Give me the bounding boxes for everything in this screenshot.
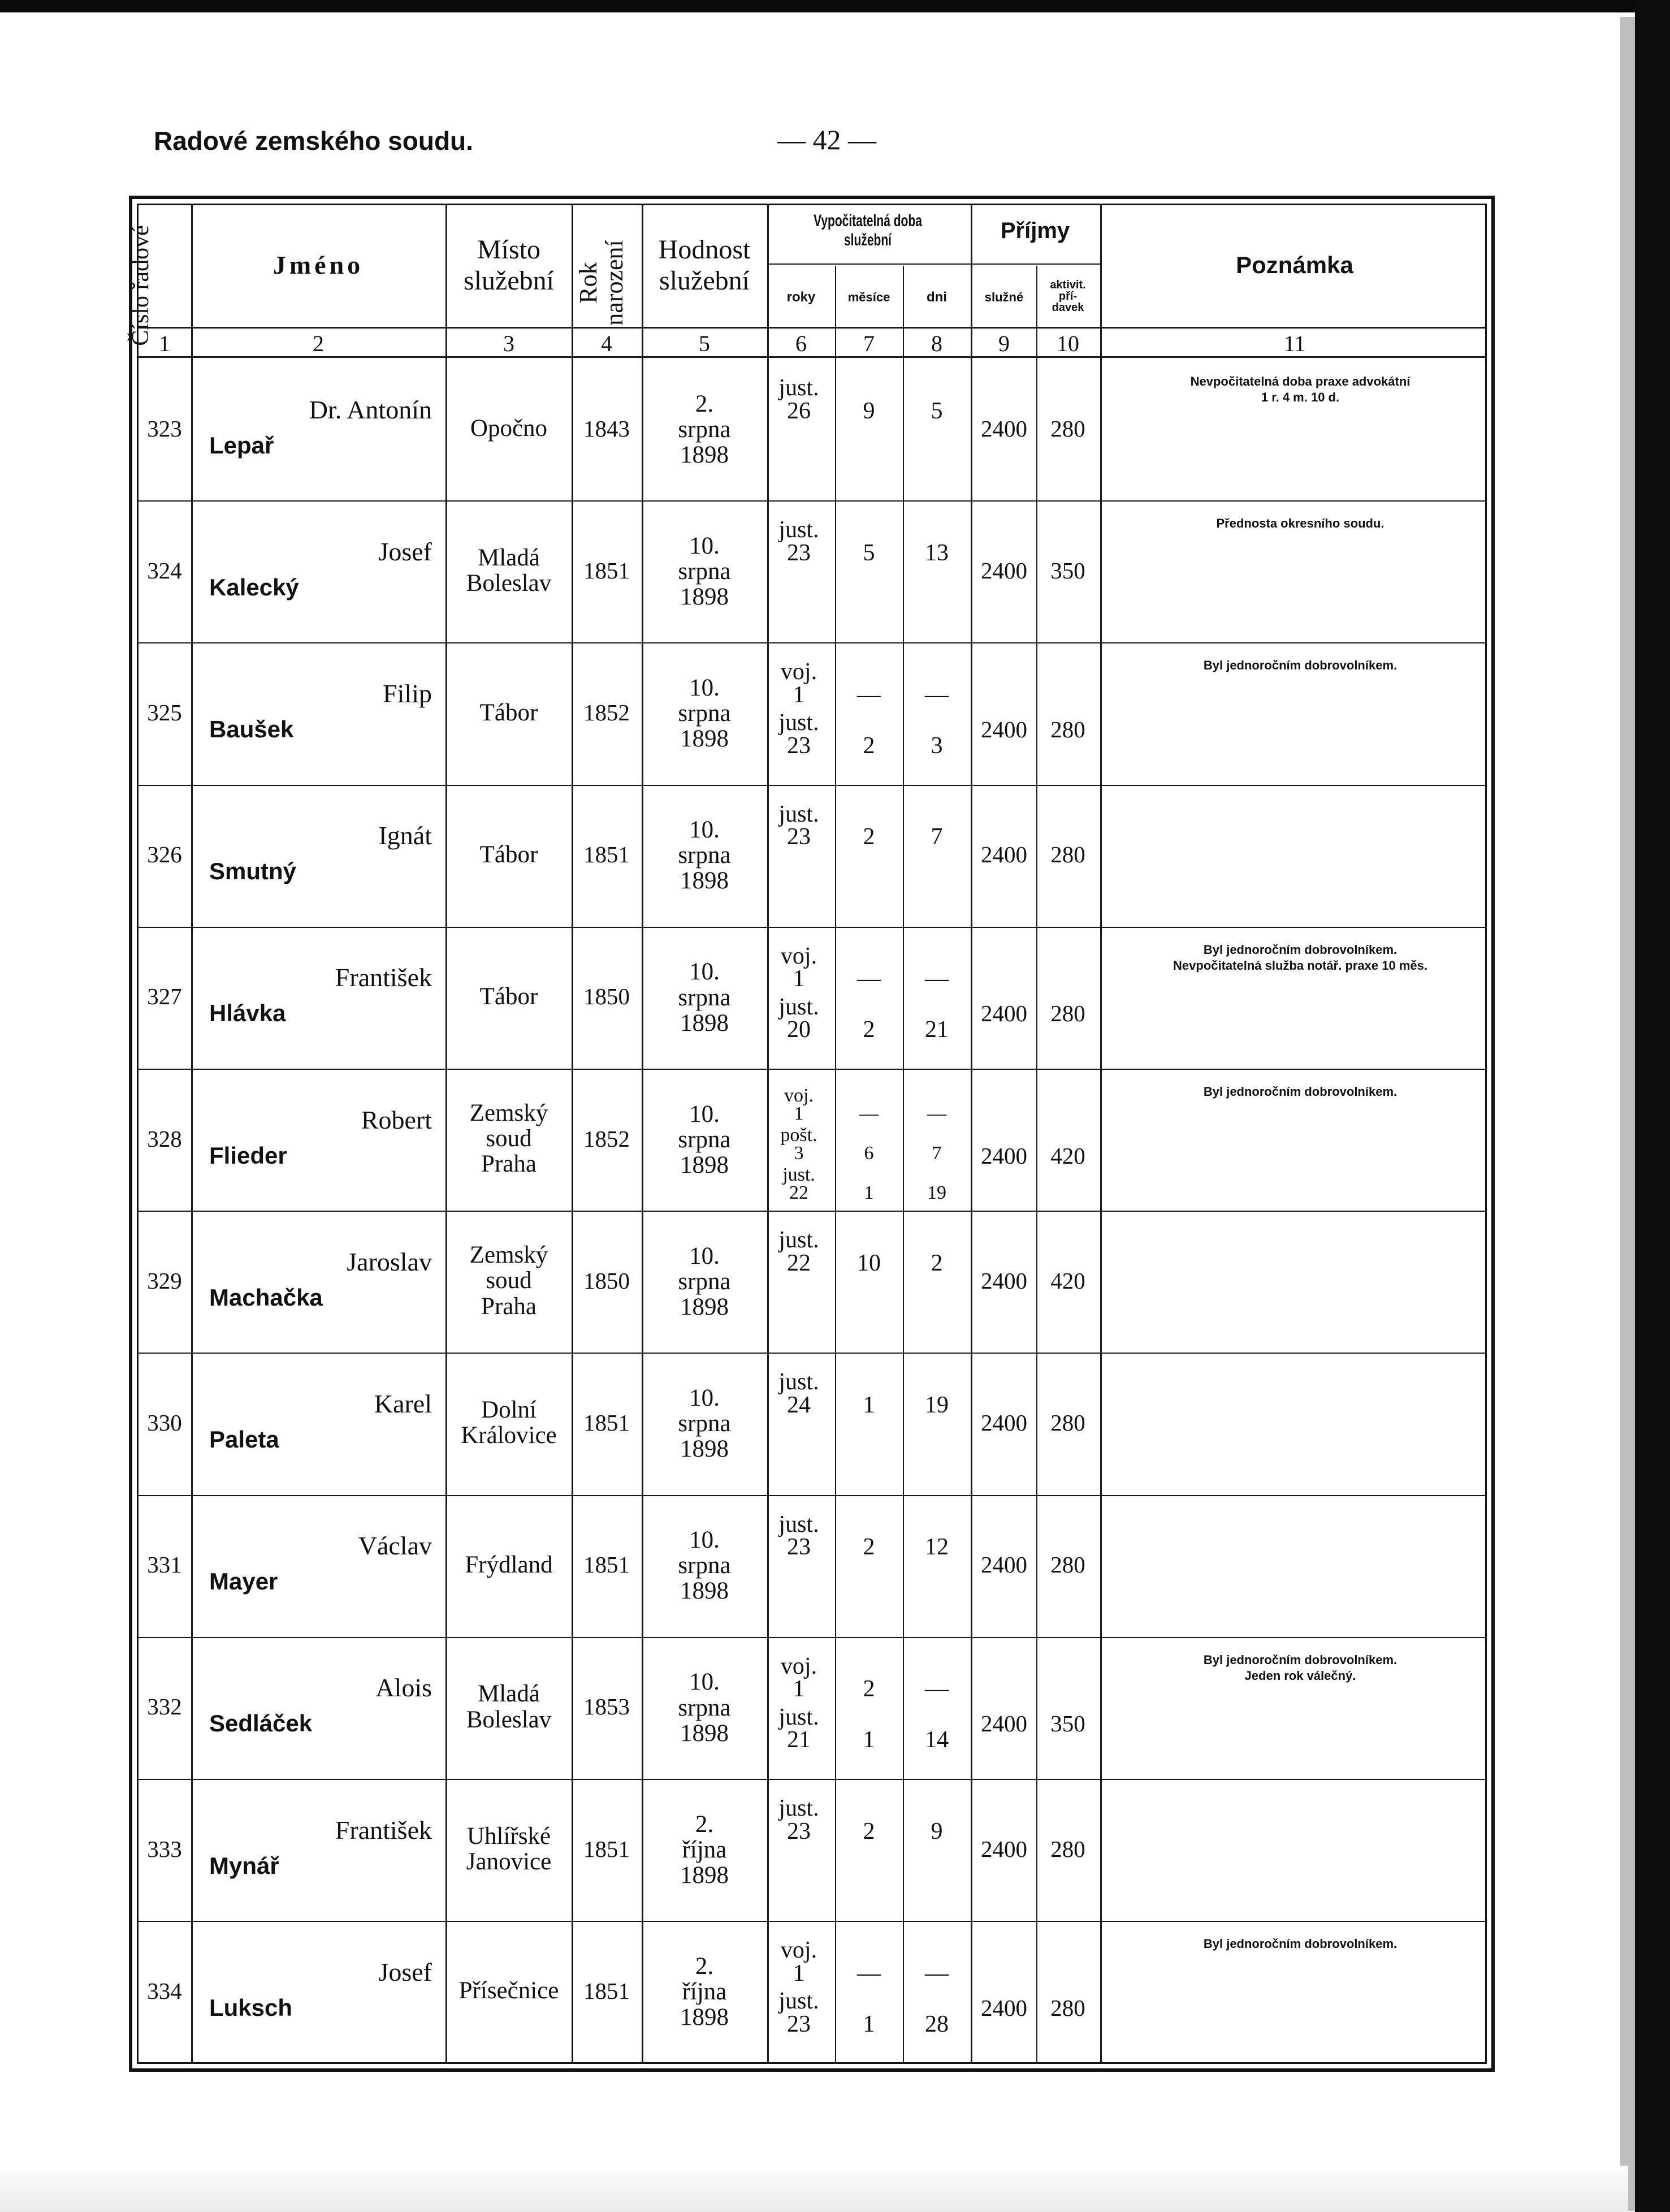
rank-date-line: 10.	[689, 1100, 720, 1127]
service-days: 21	[925, 1017, 949, 1043]
rank-date-line: 1898	[680, 1151, 729, 1178]
salary: 2400	[981, 1835, 1027, 1862]
service-type: just.	[778, 1795, 819, 1821]
given-name: Robert	[361, 1105, 432, 1134]
row-number: 329	[147, 1267, 182, 1294]
service-days: —	[925, 681, 949, 708]
header-aktivitni-pridavek: aktivit. pří- davek	[1050, 279, 1086, 314]
service-place	[447, 1397, 571, 1448]
salary: 2400	[981, 1710, 1027, 1737]
row-divider	[137, 1211, 1487, 1212]
service-place-line: soud	[486, 1125, 532, 1152]
service-days: —	[925, 1676, 949, 1703]
salary: 2400	[981, 1267, 1027, 1294]
service-place	[447, 1978, 571, 2003]
column-number: 6	[795, 331, 807, 356]
service-place-line: Dolní	[481, 1397, 537, 1423]
service-place-line: Opočno	[470, 415, 548, 442]
birth-year: 1853	[583, 1693, 630, 1720]
birth-year: 1851	[583, 557, 630, 584]
page-title: Radové zemského soudu.	[154, 126, 473, 155]
remark: Nevpočitatelná doba praxe advokátní	[1190, 374, 1411, 388]
remark: Nevpočitatelná služba notář. praxe 10 měs.	[1173, 958, 1427, 973]
remark: Byl jednoročním dobrovolníkem.	[1203, 1085, 1398, 1099]
service-months: 2	[863, 732, 875, 759]
service-years: 23	[787, 732, 811, 759]
header-hodnost: Hodnost služební	[658, 234, 751, 296]
row-divider	[137, 1069, 1487, 1070]
column-number: 2	[313, 331, 324, 356]
rank-date-line: srpna	[678, 416, 731, 443]
row-number: 327	[147, 983, 182, 1010]
service-days: 7	[931, 824, 943, 850]
column-number: 3	[503, 331, 514, 356]
given-name: Alois	[375, 1673, 432, 1703]
rank-date	[642, 533, 767, 610]
activity-bonus: 280	[1050, 716, 1085, 742]
birth-year: 1852	[583, 699, 630, 725]
row-number: 332	[147, 1693, 182, 1720]
rank-date	[642, 1954, 767, 2030]
given-name: Ignát	[378, 821, 432, 850]
given-name: Josef	[378, 537, 432, 566]
service-type: just.	[778, 1511, 819, 1537]
header-vypocitatelna-doba: Vypočitatelná doba služební	[814, 211, 922, 249]
row-number: 333	[147, 1835, 182, 1862]
remark: Byl jednoročním dobrovolníkem.	[1203, 942, 1398, 957]
given-name: František	[335, 963, 432, 992]
birth-year: 1851	[583, 1835, 630, 1862]
surname: Luksch	[209, 1994, 293, 2021]
service-years: 1	[794, 1103, 804, 1124]
service-place-line: Boleslav	[466, 1706, 552, 1733]
row-divider	[137, 927, 1487, 928]
service-months: 5	[863, 539, 875, 566]
remark: Byl jednoročním dobrovolníkem.	[1203, 1652, 1398, 1667]
rank-date-line: 1898	[680, 725, 729, 753]
activity-bonus: 280	[1050, 1994, 1085, 2021]
header-misto: Místo služební	[464, 234, 554, 296]
given-name: Jaroslav	[347, 1247, 432, 1276]
service-type: just.	[778, 993, 819, 1020]
salary: 2400	[981, 841, 1027, 868]
surname: Machačka	[209, 1284, 323, 1311]
birth-year: 1851	[583, 841, 630, 868]
service-days: 5	[931, 398, 943, 424]
salary: 2400	[981, 1552, 1027, 1578]
service-days: 19	[925, 1392, 949, 1418]
birth-year: 1850	[583, 1267, 630, 1294]
surname: Kalecký	[209, 573, 299, 600]
service-days: 7	[932, 1142, 942, 1164]
scan-bottom-shadow	[0, 2166, 1628, 2212]
service-type: just.	[778, 1369, 819, 1396]
rank-date-line: 1898	[680, 1436, 729, 1463]
header-poznamka: Poznámka	[1236, 251, 1353, 278]
rank-date	[642, 675, 767, 751]
activity-bonus: 420	[1050, 1267, 1085, 1294]
header-subdivider	[767, 263, 1101, 265]
service-place-line: Tábor	[479, 841, 538, 868]
scan-border-top	[0, 0, 1670, 12]
given-name: Dr. Antonín	[309, 395, 432, 424]
service-type: just.	[778, 1704, 819, 1730]
service-days: 19	[927, 1182, 946, 1203]
birth-year: 1851	[583, 1410, 630, 1436]
surname: Mayer	[209, 1568, 278, 1595]
service-place-line: Praha	[481, 1293, 537, 1320]
service-months: —	[859, 1103, 879, 1124]
service-type: voj.	[780, 1653, 817, 1679]
given-name: Filip	[383, 679, 432, 708]
service-years: 1	[793, 966, 805, 992]
remark: 1 r. 4 m. 10 d.	[1261, 390, 1340, 404]
salary: 2400	[981, 1142, 1027, 1169]
service-type: just.	[778, 710, 819, 736]
rank-date-line: 1898	[680, 1578, 729, 1605]
remark: Byl jednoročním dobrovolníkem.	[1203, 1937, 1398, 1951]
service-years: 23	[787, 824, 811, 850]
activity-bonus: 280	[1050, 415, 1085, 442]
service-place	[447, 700, 571, 725]
given-name: Karel	[374, 1389, 432, 1418]
column-number: 7	[863, 331, 875, 356]
row-divider	[137, 642, 1487, 643]
service-type: just.	[778, 1988, 819, 2015]
service-place-line: Zemský	[469, 1242, 548, 1269]
rank-date-line: srpna	[678, 1268, 731, 1295]
activity-bonus: 420	[1050, 1142, 1085, 1169]
rank-date-line: srpna	[678, 842, 731, 869]
birth-year: 1851	[583, 1977, 630, 2004]
activity-bonus: 350	[1050, 1710, 1085, 1737]
header-bottom-line	[137, 327, 1487, 329]
activity-bonus: 280	[1050, 1410, 1085, 1436]
service-years: 21	[787, 1727, 811, 1753]
service-months: 10	[857, 1250, 881, 1276]
rank-date	[642, 1101, 767, 1178]
rank-date-line: 1898	[680, 1009, 729, 1036]
service-type: voj.	[780, 1937, 817, 1964]
header-jmeno: Jméno	[272, 250, 364, 279]
service-place-line: Praha	[481, 1151, 537, 1178]
header-prijmy: Příjmy	[1000, 218, 1070, 243]
header-roky: roky	[786, 290, 816, 305]
service-type: voj.	[780, 943, 817, 969]
service-months: —	[857, 1960, 881, 1986]
rank-date-line: 10.	[689, 958, 720, 986]
rank-date	[642, 1812, 767, 1888]
service-days: —	[927, 1103, 946, 1124]
service-place-line: Janovice	[466, 1848, 552, 1875]
service-type: just.	[778, 801, 819, 827]
remark: Byl jednoročním dobrovolníkem.	[1203, 658, 1398, 673]
rank-date-line: srpna	[678, 700, 731, 727]
service-place-line: Mladá	[478, 1680, 540, 1708]
activity-bonus: 280	[1050, 1835, 1085, 1862]
rank-date-line: 10.	[689, 1242, 720, 1269]
service-place-line: Tábor	[479, 983, 538, 1010]
service-months: 6	[864, 1142, 874, 1164]
service-place-line: Přísečnice	[458, 1977, 559, 2004]
service-years: 24	[787, 1392, 811, 1418]
rank-date	[642, 959, 767, 1035]
service-place-line: Královice	[461, 1422, 557, 1449]
service-place	[447, 1100, 571, 1177]
scan-edge-shadow	[1620, 17, 1635, 2211]
column-number: 5	[699, 331, 710, 356]
rank-date-line: 1898	[680, 2004, 729, 2031]
remark: Přednosta okresního soudu.	[1216, 516, 1385, 531]
rank-date-line: 2.	[695, 1952, 714, 1980]
header-sluzne: služné	[984, 290, 1024, 305]
column-separator	[191, 204, 193, 2064]
service-place	[447, 545, 571, 596]
service-days: 14	[925, 1727, 949, 1753]
service-months: —	[857, 681, 881, 708]
service-months: 1	[863, 1727, 875, 1753]
service-place	[447, 1824, 571, 1874]
rank-date-line: 2.	[695, 1811, 714, 1838]
service-years: 1	[793, 681, 805, 708]
rank-date-line: 1898	[680, 584, 729, 611]
column-number: 10	[1057, 331, 1079, 356]
service-days: 28	[925, 2011, 949, 2037]
column-separator	[835, 266, 836, 2064]
row-number: 331	[147, 1552, 182, 1578]
rank-date-line: srpna	[678, 1694, 731, 1721]
service-days: —	[925, 966, 949, 992]
service-days: —	[925, 1960, 949, 1986]
service-months: 1	[863, 2011, 875, 2037]
service-days: 9	[931, 1818, 943, 1844]
service-type: voj.	[780, 659, 817, 685]
row-divider	[137, 500, 1487, 502]
service-type: just.	[778, 375, 819, 401]
service-years: 22	[789, 1182, 808, 1203]
row-number: 324	[147, 557, 182, 584]
column-number: 9	[998, 331, 1010, 356]
rank-date-line: srpna	[678, 1126, 731, 1153]
service-months: 1	[863, 1392, 875, 1418]
rank-date	[642, 1243, 767, 1320]
service-years: 23	[787, 1818, 811, 1844]
service-days: 2	[931, 1250, 943, 1276]
birth-year: 1850	[583, 983, 630, 1010]
row-number: 334	[147, 1977, 182, 2004]
service-years: 22	[787, 1250, 811, 1276]
rank-date-line: 10.	[689, 532, 720, 559]
surname: Lepař	[209, 431, 274, 459]
column-separator	[1100, 204, 1102, 2064]
rank-date-line: srpna	[678, 1552, 731, 1579]
rank-date-line: 10.	[689, 1385, 720, 1411]
birth-year: 1851	[583, 1552, 630, 1578]
salary: 2400	[981, 1410, 1027, 1436]
service-years: 26	[787, 398, 811, 424]
rank-date-line: 1898	[680, 1720, 729, 1747]
rank-date	[642, 1527, 767, 1604]
service-months: 2	[863, 1017, 875, 1043]
surname: Smutný	[209, 858, 297, 885]
activity-bonus: 350	[1050, 557, 1085, 584]
rank-date-line: října	[682, 1836, 727, 1863]
service-type: just.	[778, 1227, 819, 1254]
service-place-line: Tábor	[479, 699, 538, 726]
service-days: 3	[931, 732, 943, 759]
rank-date	[642, 1385, 767, 1462]
salary: 2400	[981, 415, 1027, 442]
row-divider	[137, 1353, 1487, 1354]
rank-date	[642, 391, 767, 468]
service-months: 2	[863, 824, 875, 850]
service-years: 1	[793, 1960, 805, 1986]
column-number: 1	[159, 331, 170, 356]
row-number: 323	[147, 415, 182, 442]
rank-date-line: 10.	[689, 816, 720, 844]
service-days: 13	[925, 539, 949, 566]
given-name: Josef	[378, 1957, 432, 1986]
service-years: 3	[794, 1142, 804, 1164]
row-number: 330	[147, 1410, 182, 1436]
service-place-line: Frýdland	[465, 1551, 553, 1578]
salary: 2400	[981, 1994, 1027, 2021]
service-place	[447, 416, 571, 441]
rank-date-line: 10.	[689, 1527, 720, 1554]
column-separator	[971, 204, 972, 2064]
rank-date-line: 1898	[680, 441, 729, 468]
rank-date-line: 10.	[689, 675, 720, 701]
service-place-line: Zemský	[469, 1100, 548, 1127]
row-number: 326	[147, 841, 182, 868]
service-years: 23	[787, 1534, 811, 1561]
service-years: 20	[787, 1017, 811, 1043]
surname: Flieder	[209, 1142, 287, 1169]
rank-date-line: 1898	[680, 1861, 729, 1889]
given-name: Václav	[358, 1531, 432, 1561]
column-separator	[903, 266, 904, 2064]
rank-date	[642, 1669, 767, 1746]
surname: Paleta	[209, 1426, 279, 1453]
service-place	[447, 842, 571, 867]
birth-year: 1843	[583, 415, 630, 442]
rank-date-line: 10.	[689, 1669, 720, 1696]
salary: 2400	[981, 1000, 1027, 1027]
service-place	[447, 1552, 571, 1578]
service-place-line: Uhlířské	[466, 1822, 551, 1850]
birth-year: 1852	[583, 1125, 630, 1152]
salary: 2400	[981, 716, 1027, 742]
row-divider	[137, 1921, 1487, 1922]
salary: 2400	[981, 557, 1027, 584]
rank-date-line: 1898	[680, 867, 729, 895]
service-months: 9	[863, 398, 875, 424]
rank-date-line: 2.	[695, 390, 714, 417]
service-months: 2	[863, 1676, 875, 1703]
row-divider	[137, 1779, 1487, 1780]
rank-date-line: října	[682, 1978, 727, 2005]
surname: Baušek	[209, 716, 294, 742]
service-type: pošt.	[780, 1125, 817, 1146]
activity-bonus: 280	[1050, 1552, 1085, 1578]
row-divider	[137, 785, 1487, 786]
rank-date	[642, 817, 767, 893]
service-months: 2	[863, 1818, 875, 1844]
surname: Mynář	[209, 1852, 279, 1879]
column-number: 4	[601, 331, 612, 356]
header-dni: dni	[927, 290, 947, 305]
surname: Sedláček	[209, 1710, 313, 1737]
service-place	[447, 1242, 571, 1319]
page-number: — 42 —	[777, 124, 876, 155]
service-place	[447, 1681, 571, 1732]
service-days: 12	[925, 1534, 949, 1561]
header-rok-narozeni: Rok narození	[574, 240, 629, 326]
service-place-line: Mladá	[478, 544, 540, 571]
service-type: just.	[782, 1164, 815, 1185]
scan-border-right	[1635, 0, 1670, 2212]
row-divider	[137, 1637, 1487, 1638]
service-months: 1	[864, 1182, 874, 1203]
rank-date-line: srpna	[678, 1410, 731, 1437]
row-number: 328	[147, 1125, 182, 1152]
service-place	[447, 984, 571, 1009]
service-years: 23	[787, 2011, 811, 2037]
service-place-line: soud	[486, 1267, 532, 1294]
service-years: 1	[793, 1676, 805, 1703]
column-number: 11	[1283, 331, 1306, 356]
service-place-line: Boleslav	[466, 569, 552, 597]
rank-date-line: 1898	[680, 1294, 729, 1321]
service-years: 23	[787, 539, 811, 566]
service-type: just.	[778, 517, 819, 543]
given-name: František	[335, 1815, 432, 1844]
service-months: 2	[863, 1534, 875, 1561]
row-number: 325	[147, 699, 182, 725]
remark: Jeden rok válečný.	[1244, 1668, 1356, 1683]
service-type: voj.	[784, 1085, 814, 1106]
row-divider	[137, 1495, 1487, 1496]
service-months: —	[857, 966, 881, 992]
surname: Hlávka	[209, 1000, 286, 1027]
activity-bonus: 280	[1050, 841, 1085, 868]
header-cislo-radove: Číslo řadové	[128, 225, 154, 346]
activity-bonus: 280	[1050, 1000, 1085, 1027]
rank-date-line: srpna	[678, 984, 731, 1011]
rank-date-line: srpna	[678, 558, 731, 585]
column-number: 8	[931, 331, 942, 356]
header-mesice: měsíce	[847, 290, 890, 305]
